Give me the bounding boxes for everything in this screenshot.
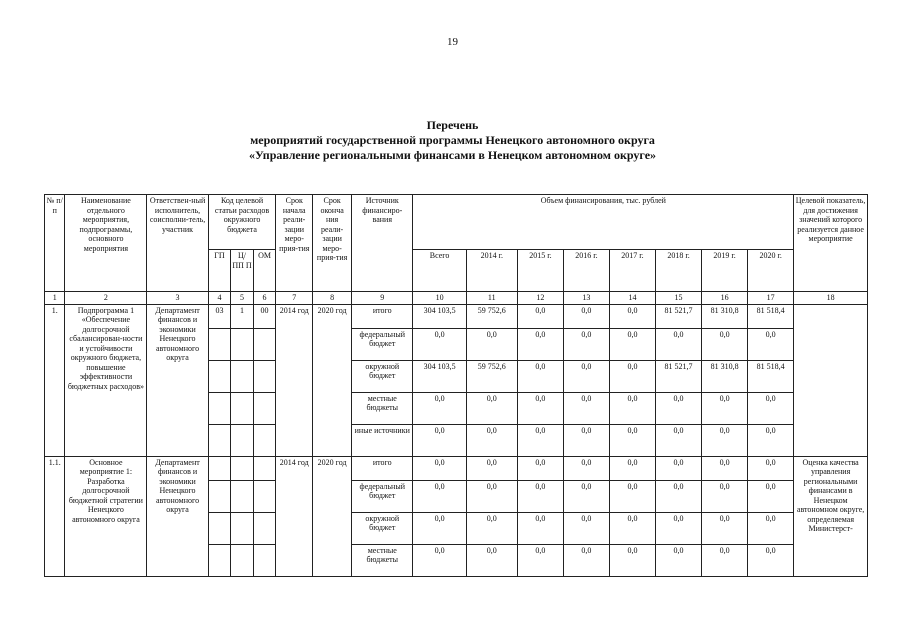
column-number: 3 bbox=[147, 292, 208, 305]
funding-value: 81 521,7 bbox=[656, 360, 702, 392]
funding-value: 0,0 bbox=[517, 544, 563, 576]
funding-value: 81 521,7 bbox=[656, 304, 702, 328]
funding-source: итого bbox=[352, 304, 413, 328]
funding-value: 0,0 bbox=[466, 424, 517, 456]
row-number: 1.1. bbox=[45, 456, 65, 576]
funding-value: 59 752,6 bbox=[466, 360, 517, 392]
funding-source: федеральный бюджет bbox=[352, 480, 413, 512]
funding-value: 81 518,4 bbox=[748, 304, 794, 328]
funding-source: федеральный бюджет bbox=[352, 328, 413, 360]
column-number: 12 bbox=[517, 292, 563, 305]
code-cpp bbox=[231, 424, 254, 456]
header-volume: Объем финансирования, тыс. рублей bbox=[413, 195, 794, 250]
funding-value: 0,0 bbox=[563, 392, 609, 424]
funding-value: 0,0 bbox=[656, 480, 702, 512]
funding-value: 0,0 bbox=[609, 480, 655, 512]
funding-value: 0,0 bbox=[413, 424, 466, 456]
funding-value: 0,0 bbox=[702, 480, 748, 512]
funding-value: 81 518,4 bbox=[748, 360, 794, 392]
funding-value: 0,0 bbox=[466, 512, 517, 544]
responsible-party: Департамент финансов и экономики Ненецкого автономного округа bbox=[147, 456, 208, 576]
code-om bbox=[253, 360, 276, 392]
funding-value: 0,0 bbox=[466, 328, 517, 360]
funding-value: 0,0 bbox=[656, 424, 702, 456]
header-end: Срок оконча ния реали-зации меро-прия-тия bbox=[313, 195, 352, 292]
code-om bbox=[253, 392, 276, 424]
funding-value: 81 310,8 bbox=[702, 360, 748, 392]
funding-value: 0,0 bbox=[702, 328, 748, 360]
header-code-om: ОМ bbox=[253, 250, 276, 292]
column-number: 1 bbox=[45, 292, 65, 305]
code-gp: 03 bbox=[208, 304, 231, 328]
title-line-2: мероприятий государственной программы Ненецкого автономного округа bbox=[250, 133, 655, 147]
column-numbers-row bbox=[45, 292, 868, 305]
row-number: 1. bbox=[45, 304, 65, 456]
funding-value: 0,0 bbox=[656, 544, 702, 576]
title-line-3: «Управление региональными финансами в Ненецком автономном округе» bbox=[248, 148, 657, 162]
header-code-cpp: Ц/ПП П bbox=[231, 250, 254, 292]
funding-value: 0,0 bbox=[517, 512, 563, 544]
header-code: Код целевой статьи расходов окружного бюджета bbox=[208, 195, 276, 250]
funding-value: 0,0 bbox=[563, 304, 609, 328]
header-target: Целевой показатель, для достижения значений которого реализуется данное мероприятие bbox=[794, 195, 868, 292]
column-number: 17 bbox=[748, 292, 794, 305]
column-number: 2 bbox=[65, 292, 147, 305]
funding-value: 0,0 bbox=[413, 544, 466, 576]
funding-value: 0,0 bbox=[466, 544, 517, 576]
code-gp bbox=[208, 544, 231, 576]
funding-value: 0,0 bbox=[702, 456, 748, 480]
header-year-2014: 2014 г. bbox=[466, 250, 517, 292]
funding-value: 81 310,8 bbox=[702, 304, 748, 328]
code-gp bbox=[208, 392, 231, 424]
header-year-total: Всего bbox=[413, 250, 466, 292]
code-gp bbox=[208, 360, 231, 392]
table-row bbox=[45, 456, 868, 480]
funding-value: 0,0 bbox=[517, 392, 563, 424]
code-gp bbox=[208, 328, 231, 360]
header-no: № п/п bbox=[45, 195, 65, 292]
funding-value: 59 752,6 bbox=[466, 304, 517, 328]
page-number: 19 bbox=[447, 36, 458, 48]
funding-source: местные бюджеты bbox=[352, 544, 413, 576]
code-gp bbox=[208, 456, 231, 480]
code-cpp bbox=[231, 328, 254, 360]
funding-value: 0,0 bbox=[466, 392, 517, 424]
funding-value: 0,0 bbox=[702, 512, 748, 544]
funding-value: 0,0 bbox=[413, 456, 466, 480]
header-year-2019: 2019 г. bbox=[702, 250, 748, 292]
table-body bbox=[45, 304, 868, 576]
funding-source: итого bbox=[352, 456, 413, 480]
funding-value: 0,0 bbox=[702, 392, 748, 424]
funding-value: 0,0 bbox=[656, 456, 702, 480]
header-responsible: Ответствен-ный исполнитель, соисполни-тель, участник bbox=[147, 195, 208, 292]
target-indicator: Оценка качества управления региональными финансами в Ненецком автономном округе, определяемая Министерст- bbox=[794, 456, 868, 576]
funding-value: 0,0 bbox=[563, 512, 609, 544]
header-year-2016: 2016 г. bbox=[563, 250, 609, 292]
funding-value: 0,0 bbox=[413, 392, 466, 424]
document-title bbox=[0, 118, 905, 163]
funding-value: 304 103,5 bbox=[413, 304, 466, 328]
header-year-2020: 2020 г. bbox=[748, 250, 794, 292]
funding-value: 0,0 bbox=[563, 544, 609, 576]
funding-value: 0,0 bbox=[517, 480, 563, 512]
target-indicator bbox=[794, 304, 868, 456]
funding-value: 0,0 bbox=[748, 328, 794, 360]
funding-value: 0,0 bbox=[563, 424, 609, 456]
column-number: 16 bbox=[702, 292, 748, 305]
column-number: 10 bbox=[413, 292, 466, 305]
code-om bbox=[253, 328, 276, 360]
header-start: Срок начала реали-зации меро-прия-тия bbox=[276, 195, 313, 292]
column-number: 9 bbox=[352, 292, 413, 305]
column-number: 11 bbox=[466, 292, 517, 305]
funding-value: 0,0 bbox=[517, 456, 563, 480]
funding-value: 0,0 bbox=[466, 480, 517, 512]
code-cpp bbox=[231, 544, 254, 576]
end-year: 2020 год bbox=[313, 456, 352, 576]
table-row bbox=[45, 304, 868, 328]
funding-value: 0,0 bbox=[609, 544, 655, 576]
funding-value: 0,0 bbox=[656, 328, 702, 360]
code-om bbox=[253, 544, 276, 576]
title-line-1: Перечень bbox=[426, 118, 479, 132]
column-number: 14 bbox=[609, 292, 655, 305]
funding-value: 0,0 bbox=[656, 512, 702, 544]
code-om bbox=[253, 480, 276, 512]
funding-value: 0,0 bbox=[609, 304, 655, 328]
header-source: Источник финансиро-вания bbox=[352, 195, 413, 292]
column-number: 8 bbox=[313, 292, 352, 305]
funding-value: 304 103,5 bbox=[413, 360, 466, 392]
column-number: 18 bbox=[794, 292, 868, 305]
code-cpp bbox=[231, 360, 254, 392]
funding-value: 0,0 bbox=[609, 512, 655, 544]
funding-value: 0,0 bbox=[563, 480, 609, 512]
measure-name: Основное мероприятие 1: Разработка долгосрочной бюджетной стратегии Ненецкого автономного округа bbox=[65, 456, 147, 576]
funding-value: 0,0 bbox=[413, 328, 466, 360]
code-om bbox=[253, 424, 276, 456]
funding-value: 0,0 bbox=[748, 512, 794, 544]
code-cpp bbox=[231, 512, 254, 544]
measures-table bbox=[44, 194, 868, 577]
code-cpp: 1 bbox=[231, 304, 254, 328]
header-year-2018: 2018 г. bbox=[656, 250, 702, 292]
code-om bbox=[253, 456, 276, 480]
code-cpp bbox=[231, 456, 254, 480]
funding-value: 0,0 bbox=[413, 512, 466, 544]
end-year: 2020 год bbox=[313, 304, 352, 456]
code-gp bbox=[208, 424, 231, 456]
funding-source: окружной бюджет bbox=[352, 360, 413, 392]
column-number: 7 bbox=[276, 292, 313, 305]
funding-value: 0,0 bbox=[609, 392, 655, 424]
funding-value: 0,0 bbox=[748, 480, 794, 512]
funding-value: 0,0 bbox=[466, 456, 517, 480]
header-year-2017: 2017 г. bbox=[609, 250, 655, 292]
funding-value: 0,0 bbox=[748, 456, 794, 480]
header-code-gp: ГП bbox=[208, 250, 231, 292]
funding-value: 0,0 bbox=[517, 328, 563, 360]
funding-source: окружной бюджет bbox=[352, 512, 413, 544]
funding-value: 0,0 bbox=[563, 328, 609, 360]
code-om: 00 bbox=[253, 304, 276, 328]
code-gp bbox=[208, 480, 231, 512]
funding-value: 0,0 bbox=[517, 304, 563, 328]
funding-value: 0,0 bbox=[748, 392, 794, 424]
measure-name: Подпрограмма 1 «Обеспечение долгосрочной сбалансирован-ности и устойчивости окружного бюджета, повышение эффективности бюджетных расходов» bbox=[65, 304, 147, 456]
start-year: 2014 год bbox=[276, 304, 313, 456]
funding-value: 0,0 bbox=[517, 360, 563, 392]
start-year: 2014 год bbox=[276, 456, 313, 576]
funding-value: 0,0 bbox=[563, 456, 609, 480]
code-cpp bbox=[231, 392, 254, 424]
column-number: 15 bbox=[656, 292, 702, 305]
funding-value: 0,0 bbox=[609, 424, 655, 456]
funding-source: местные бюджеты bbox=[352, 392, 413, 424]
funding-value: 0,0 bbox=[748, 424, 794, 456]
code-gp bbox=[208, 512, 231, 544]
funding-value: 0,0 bbox=[517, 424, 563, 456]
funding-source: иные источники bbox=[352, 424, 413, 456]
code-om bbox=[253, 512, 276, 544]
code-cpp bbox=[231, 480, 254, 512]
header-year-2015: 2015 г. bbox=[517, 250, 563, 292]
column-number: 4 bbox=[208, 292, 231, 305]
funding-value: 0,0 bbox=[609, 456, 655, 480]
column-number: 6 bbox=[253, 292, 276, 305]
header-name: Наименование отдельного мероприятия, подпрограммы, основного мероприятия bbox=[65, 195, 147, 292]
responsible-party: Департамент финансов и экономики Ненецкого автономного округа bbox=[147, 304, 208, 456]
column-number: 5 bbox=[231, 292, 254, 305]
funding-value: 0,0 bbox=[656, 392, 702, 424]
funding-value: 0,0 bbox=[609, 360, 655, 392]
funding-value: 0,0 bbox=[702, 424, 748, 456]
funding-value: 0,0 bbox=[413, 480, 466, 512]
funding-value: 0,0 bbox=[563, 360, 609, 392]
funding-value: 0,0 bbox=[702, 544, 748, 576]
column-number: 13 bbox=[563, 292, 609, 305]
funding-value: 0,0 bbox=[609, 328, 655, 360]
funding-value: 0,0 bbox=[748, 544, 794, 576]
